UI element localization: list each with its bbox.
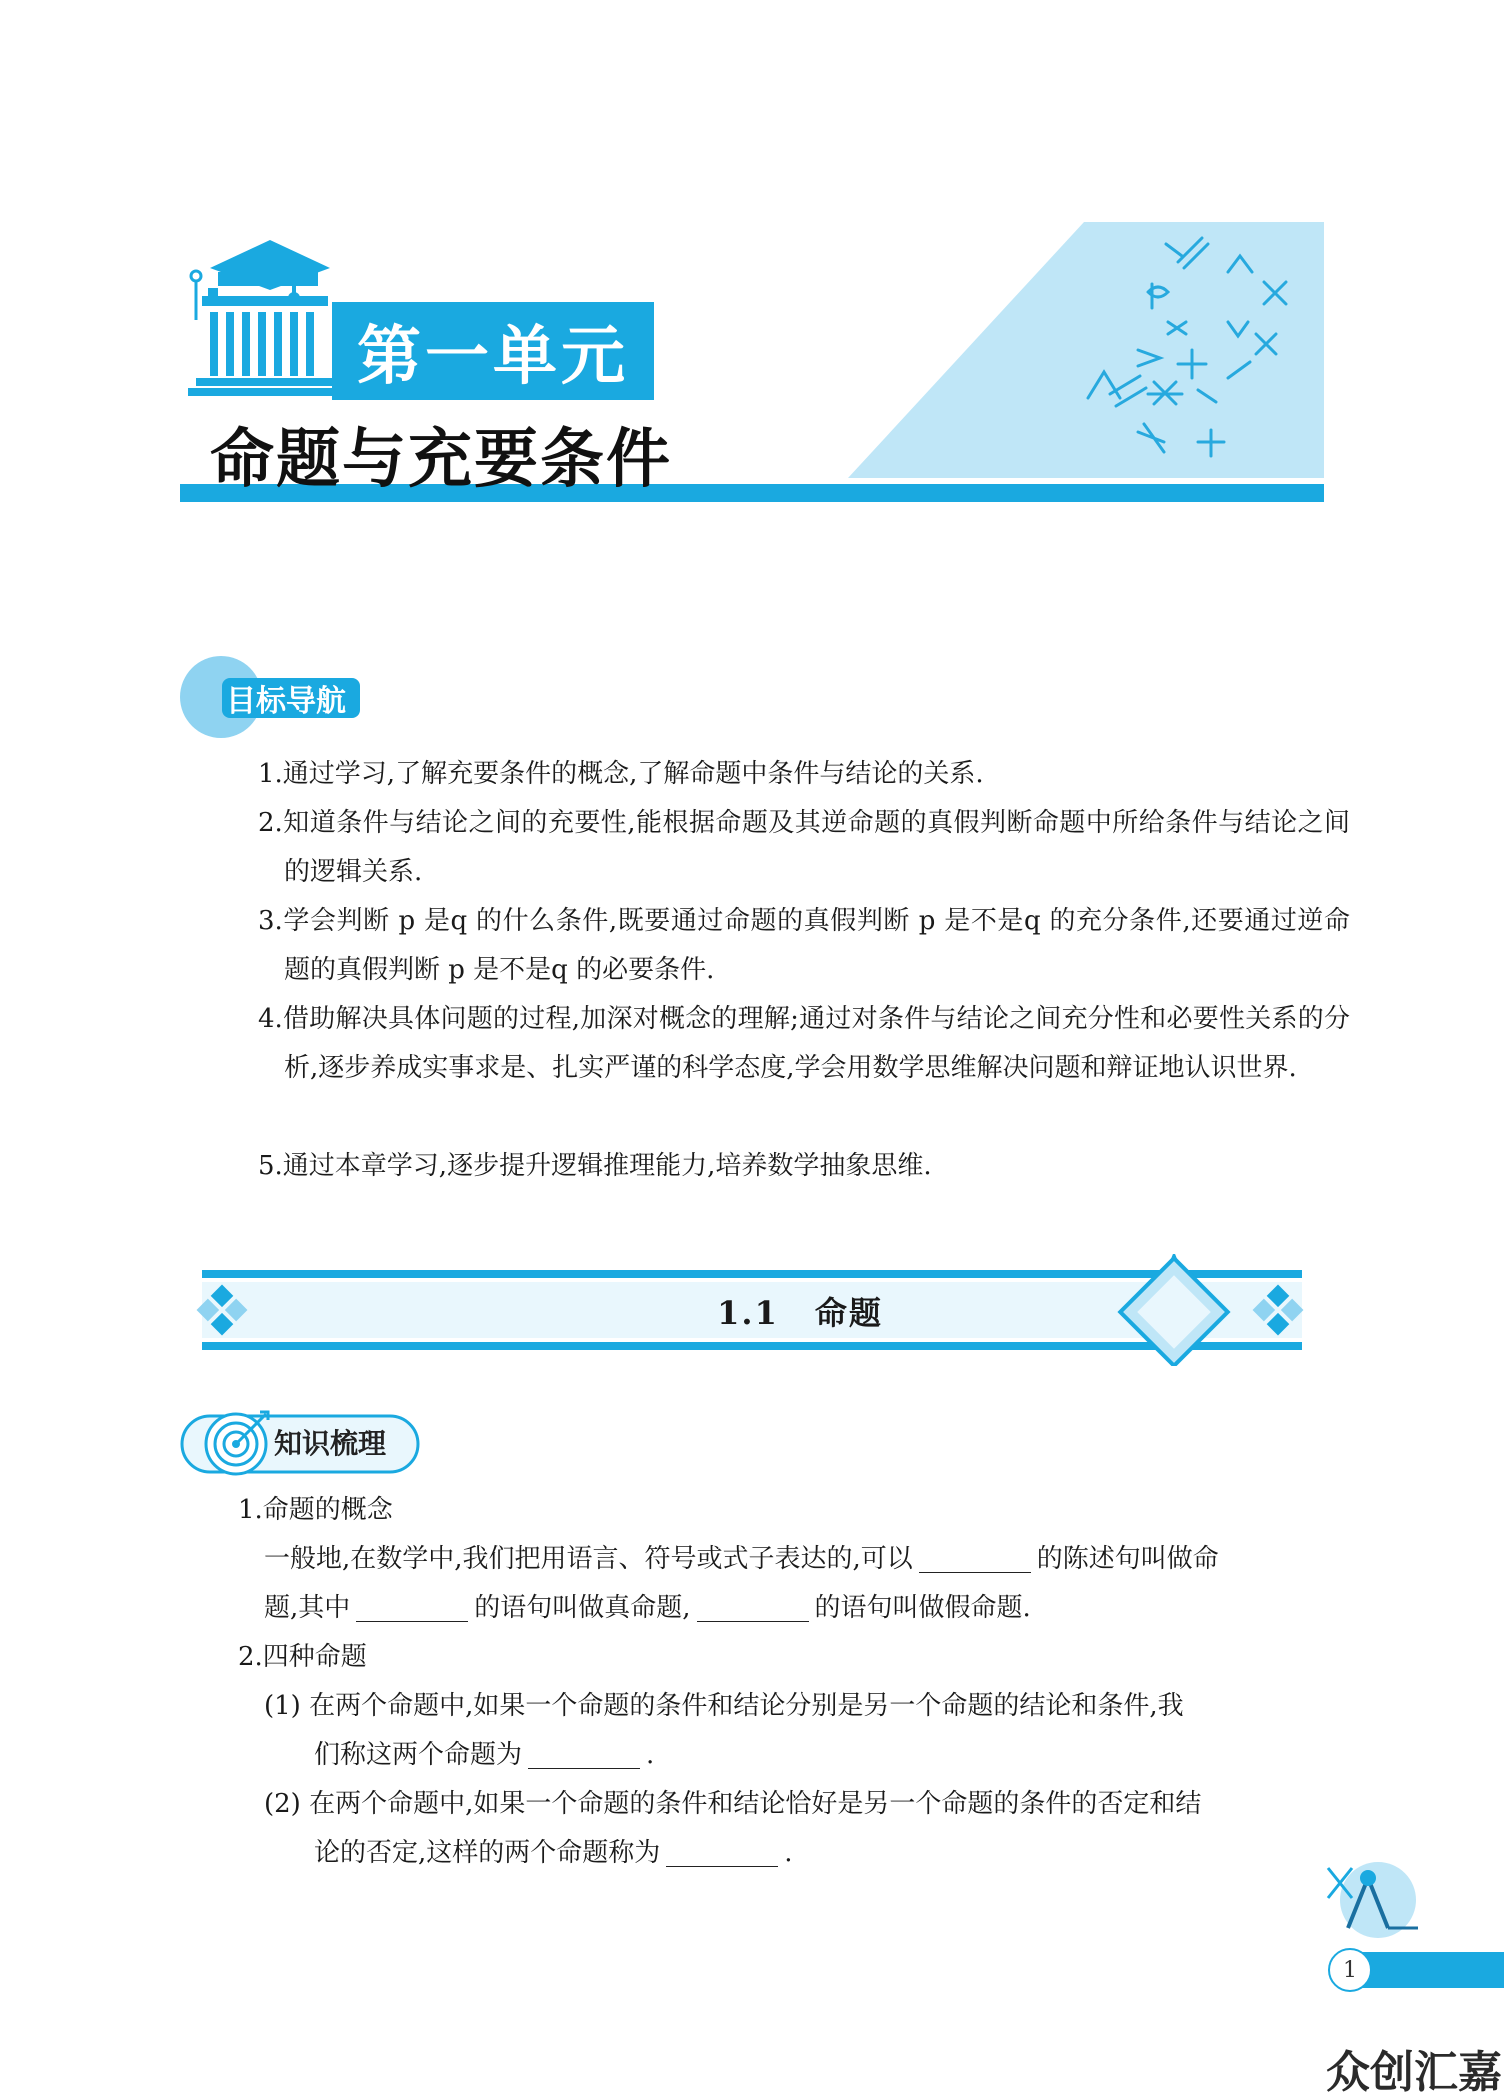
fill-blank-3[interactable]: [697, 1591, 809, 1622]
knowledge-paragraph-1: 一般地,在数学中,我们把用语言、符号或式子表达的,可以 的陈述句叫做命: [264, 1544, 1219, 1574]
goal-item-5: 5.通过本章学习,逐步提升逻辑推理能力,培养数学抽象思维.: [258, 1151, 932, 1181]
goal-item-1: 1.通过学习,了解充要条件的概念,了解命题中条件与结论的关系.: [258, 759, 984, 789]
fill-blank-2[interactable]: [356, 1591, 468, 1622]
four-propositions-item-2: (2) 在两个命题中,如果一个命题的条件和结论恰好是另一个命题的条件的否定和结: [264, 1789, 1202, 1819]
compass-mascot-icon: [1318, 1858, 1422, 1944]
academy-building-icon: [180, 240, 332, 398]
knowledge-heading-1: 1.命题的概念: [238, 1495, 393, 1525]
fill-blank-4[interactable]: [528, 1738, 640, 1769]
four-propositions-item-1-cont: 们称这两个命题为 .: [314, 1740, 655, 1770]
math-symbols-decoration: [848, 222, 1324, 478]
four-propositions-item-2-cont: 论的否定,这样的两个命题称为 .: [314, 1838, 793, 1868]
goal-item-4: 4.借助解决具体问题的过程,加深对概念的理解;通过对条件与结论之间充分性和必要性关系的分析,逐步养成实事求是、扎实严谨的科学态度,学会用数学思维解决问题和辩证地认识世界.: [258, 1004, 1350, 1083]
section-number: 1.1: [717, 1294, 779, 1332]
knowledge-heading-2: 2.四种命题: [238, 1642, 367, 1672]
knowledge-badge-label: 知识梳理: [274, 1427, 387, 1460]
goal-item-2: 2.知道条件与结论之间的充要性,能根据命题及其逆命题的真假判断命题中所给条件与结论之间的逻辑关系.: [258, 808, 1350, 887]
fill-blank-5[interactable]: [666, 1836, 778, 1867]
goals-badge-label: 目标导航: [226, 684, 346, 719]
section-title: [560, 1288, 1040, 1334]
page-number: 1: [1328, 1948, 1372, 1992]
goal-item-3: 3.学会判断 p 是q 的什么条件,既要通过命题的真假判断 p 是不是q 的充分条件,还要通过逆命题的真假判断 p 是不是q 的必要条件.: [258, 906, 1350, 985]
knowledge-paragraph-1-cont: 题,其中 的语句叫做真命题, 的语句叫做假命题.: [264, 1593, 1031, 1623]
section-name: 命题: [814, 1294, 883, 1332]
fill-blank-1[interactable]: [919, 1542, 1031, 1573]
watermark: 众创汇嘉: [1326, 2047, 1502, 2098]
four-propositions-item-1: (1) 在两个命题中,如果一个命题的条件和结论分别是另一个命题的结论和条件,我: [264, 1691, 1184, 1721]
unit-title: 命题与充要条件: [210, 423, 672, 497]
unit-label: 第一单元: [357, 319, 629, 394]
